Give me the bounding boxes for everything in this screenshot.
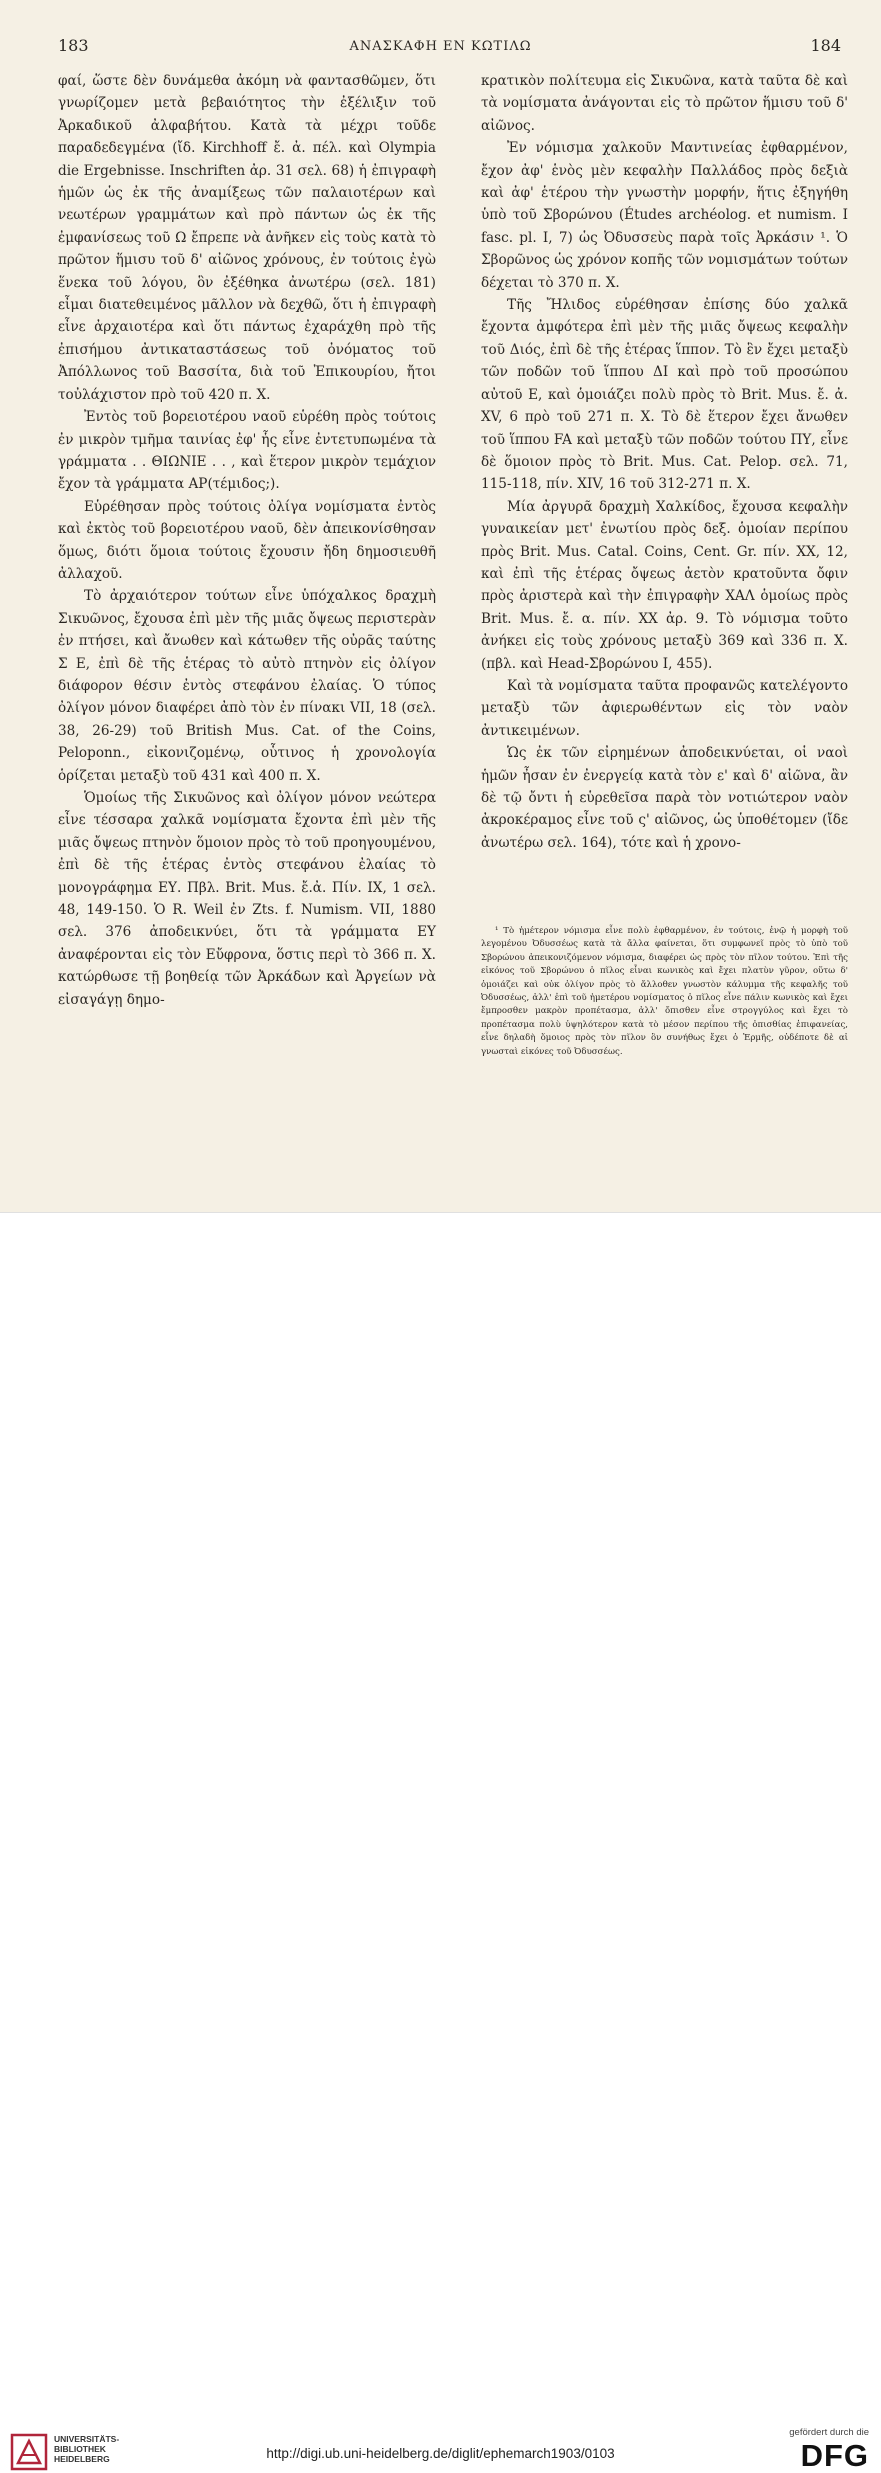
paragraph: Καὶ τὰ νομίσματα ταῦτα προφανῶς κατελέγοντο μεταξὺ τῶν ἀφιερωθέντων εἰς τὸν ναὸν ἀντικειμένων. — [481, 677, 848, 739]
library-line: UNIVERSITÄTS- — [54, 2434, 120, 2444]
viewer-footer — [0, 1212, 881, 2473]
paragraph: Ὡς ἐκ τῶν εἰρημένων ἀποδεικνύεται, οἱ ναοὶ ἡμῶν ἦσαν ἐν ἐνεργείᾳ κατὰ τὸν ε' καὶ δ' αἰῶνα, ἂν δὲ τῷ ὄντι ἡ εὑρεθεῖσα παρὰ τὸν νοτιώτερον ναὸν ἀκροκέραμος εἶνε τοῦ ς' αἰῶνος, ὡς ὑποθέτομεν (ἴδε ἀνωτέρω σελ. 164), τότε καὶ ἡ χρονο- — [481, 745, 848, 851]
page-number-right: 184 — [810, 36, 841, 55]
page-number-left: 183 — [58, 36, 89, 55]
paragraph: Τῆς Ἤλιδος εὑρέθησαν ἐπίσης δύο χαλκᾶ ἔχοντα ἀμφότερα ἐπὶ μὲν τῆς μιᾶς ὄψεως κεφαλὴν τοῦ Διός, ἐπὶ δὲ τῆς ἑτέρας ἵππον. Τὸ ἓν ἔχει μεταξὺ τῶν ποδῶν τοῦ ἵππου ΔΙ καὶ πρὸ τοῦ προσώπου αὐτοῦ Ε, καὶ ὁμοιάζει πολὺ πρὸς τὸ Brit. Mus. ἔ. ἀ. XV, 6 πρὸ τοῦ 271 π. Χ. Τὸ δὲ ἕτερον ἔχει ἄνωθεν τοῦ ἵππου FA καὶ μεταξὺ τῶν ποδῶν τούτου ΠΥ, εἶνε δὲ ὅμοιον πρὸς τὸ Brit. Mus. Cat. Pelop. σελ. 71, 115-118, πίν. XIV, 16 τοῦ 312-271 π. Χ. — [481, 297, 848, 493]
paragraph: Ὁμοίως τῆς Σικυῶνος καὶ ὀλίγον μόνον νεώτερα εἶνε τέσσαρα χαλκᾶ νομίσματα ἔχοντα ἐπὶ μὲν τῆς μιᾶς ὄψεως πτηνὸν ὅμοιον πρὸς τὸ τοῦ προηγουμένου, ἐπὶ δὲ τῆς ἑτέρας ἐντὸς στεφάνου ἐλαίας τὸ μονογράφημα ΕΥ. Πβλ. Brit. Mus. ἔ.ἀ. Πίν. IX, 1 σελ. 48, 149-150. Ὁ R. Weil ἐν Zts. f. Numism. VII, 1880 σελ. 376 ἀποδεικνύει, ὅτι τὰ γράμματα ΕΥ ἀναφέρονται εἰς τὸν Εὔφρονα, ὅστις περὶ τὸ 366 π. Χ. κατώρθωσε τῇ βοηθείᾳ τῶν Ἀρκάδων καὶ Ἀργείων νὰ εἰσαγάγῃ δημο- — [58, 790, 436, 1008]
library-line: BIBLIOTHEK — [54, 2444, 106, 2454]
footnote — [481, 925, 848, 1059]
running-title: ΑΝΑΣΚΑΦΗ ΕΝ ΚΩΤΙΛΩ — [349, 39, 532, 54]
paragraph: κρατικὸν πολίτευμα εἰς Σικυῶνα, κατὰ ταῦτα δὲ καὶ τὰ νομίσματα ἀνάγονται εἰς τὸ πρῶτον ἥμισυ τοῦ δ' αἰῶνος. — [481, 73, 848, 134]
funding-note: gefördert durch die — [789, 2427, 869, 2438]
scanned-page — [0, 0, 881, 1212]
dfg-logo: DFG — [800, 2438, 869, 2473]
paragraph: Τὸ ἀρχαιότερον τούτων εἶνε ὑπόχαλκος δραχμὴ Σικυῶνος, ἔχουσα ἐπὶ μὲν τῆς μιᾶς ὄψεως περιστερὰν ἐν πτήσει, καὶ ἄνωθεν καὶ κάτωθεν τῆς οὐρᾶς ταύτης Σ Ε, ἐπὶ δὲ τῆς ἑτέρας τὸ αὐτὸ πτηνὸν εἰς ὀλίγον διάφορον θέσιν ἐντὸς στεφάνου ἐλαίας. Ὁ τύπος ὀλίγον μόνον διαφέρει ἀπὸ τὸν ἐν πίνακι VII, 18 (σελ. 38, 26-29) τοῦ British Mus. Cat. of the Coins, Peloponn., εἰκονιζομένῳ, οὗτινος ἡ χρονολογία ὁρίζεται μεταξὺ τοῦ 431 καὶ 400 π. Χ. — [58, 588, 436, 784]
paragraph: Ἐν νόμισμα χαλκοῦν Μαντινείας ἐφθαρμένον, ἔχον ἀφ' ἑνὸς μὲν κεφαλὴν Παλλάδος πρὸς δεξιὰ καὶ ἀφ' ἑτέρου τὴν γνωστὴν μορφήν, ἥτις ἐξηγήθη ὑπὸ τοῦ Σβορώνου (Études archéolog. et numism. I fasc. pl. I, 7) ὡς Ὀδυσσεὺς παρὰ τοῖς Ἀρκάσιν ¹. Ὁ Σβορῶνος ὡς χρόνον κοπῆς τῶν νομισμάτων τούτων δέχεται τὸ 370 π. Χ. — [481, 140, 848, 291]
footnote-text: ¹ Τὸ ἡμέτερον νόμισμα εἶνε πολὺ ἐφθαρμένον, ἐν τούτοις, ἐνῷ ἡ μορφὴ τοῦ λεγομένου Ὀδυσσέως κατὰ τὰ ἄλλα φαίνεται, ὅτι συμφωνεῖ πρὸς τὸ ὑπὸ τοῦ Σβορώνου ἀπεικονιζόμενον νόμισμα, διαφέρει ὡς πρὸς τὸν πῖλον τούτου. Ἐπὶ τῆς εἰκόνος τοῦ Σβορώνου ὁ πῖλος εἶναι κωνικὸς καὶ ἔχει πλατὺν γῦρον, οὕτω δ' ὁμοιάζει καὶ οὐκ ὀλίγον πρὸς τὸ ἄλλοθεν γνωστὸν κάλυμμα τῆς κεφαλῆς τοῦ Ὀδυσσέως, ἀλλ' ἐπὶ τοῦ ἡμετέρου νομίσματος ὁ πῖλος εἶνε πάλιν κωνικὸς καὶ ἔχει ἔμπροσθεν μακρὸν προπέτασμα, ἀλλ' ὄπισθεν εἶνε στρογγύλος καὶ ἔχει τὸ προπέτασμα πολὺ ὑψηλότερον κατὰ τὸ μέσον περίπου τῆς ὀπισθίας ἐπιφανείας, εἶνε δηλαδὴ ὅμοιος πρὸς τὸν πῖλον ὃν συνήθως ἔχει ὁ Ἑρμῆς, οὐδέποτε δὲ αἱ γνωσταὶ εἰκόνες τοῦ Ὀδυσσέως. — [481, 926, 848, 1057]
paragraph: Εὑρέθησαν πρὸς τούτοις ὀλίγα νομίσματα ἐντὸς καὶ ἐκτὸς τοῦ βορειοτέρου ναοῦ, δὲν ἀπεικονίσθησαν ὅμως, διότι ὅμοια τούτοις ἔχουσιν ἤδη δημοσιευθῆ ἀλλαχοῦ. — [58, 498, 436, 582]
paragraph: Μία ἀργυρᾶ δραχμὴ Χαλκίδος, ἔχουσα κεφαλὴν γυναικείαν μετ' ἐνωτίου πρὸς δεξ. ὁμοίαν περίπου πρὸς Brit. Mus. Catal. Coins, Cent. Gr. πίν. XX, 12, καὶ ἐπὶ τῆς ἑτέρας ὄψεως ἀετὸν κρατοῦντα ὄφιν πρὸς ἀριστερὰ καὶ τὴν ἐπιγραφὴν ΧΑΛ ὁμοίως πρὸς Brit. Mus. ἔ. α. πίν. XX ἀρ. 9. Τὸ νόμισμα τοῦτο ἀνήκει εἰς τοὺς χρόνους μεταξὺ 369 καὶ 336 π. Χ. (πβλ. καὶ Head-Σβορώνου I, 455). — [481, 498, 848, 672]
permalink-url[interactable]: http://digi.ub.uni-heidelberg.de/diglit/ephemarch1903/0103 — [266, 2446, 615, 2461]
left-text-column — [58, 70, 436, 1011]
right-text-column — [481, 70, 848, 854]
paragraph: Ἐντὸς τοῦ βορειοτέρου ναοῦ εὑρέθη πρὸς τούτοις ἐν μικρὸν τμῆμα ταινίας ἐφ' ἧς εἶνε ἐντετυπωμένα τὰ γράμματα . . ΘΙΩΝΙΕ . . , καὶ ἕτερον μικρὸν τεμάχιον ἔχον τὰ γράμματα ΑΡ(τέμιδος;). — [58, 409, 436, 493]
library-line: HEIDELBERG — [54, 2454, 110, 2464]
paragraph: φαί, ὥστε δὲν δυνάμεθα ἀκόμη νὰ φαντασθῶμεν, ὅτι γνωρίζομεν μετὰ βεβαιότητος τὴν ἐξέλιξιν τοῦ Ἀρκαδικοῦ ἀλφαβήτου. Κατὰ τὰ μέχρι τοῦδε παραδεδεγμένα (ἴδ. Kirchhoff ἔ. ἀ. πέλ. καὶ Olympia die Ergebnisse. Inschriften ἀρ. 31 σελ. 68) ἡ ἐπιγραφὴ ἡμῶν ὡς ἐκ τῆς ἀναμίξεως τῶν παλαιοτέρων καὶ νεωτέρων γραμμάτων καὶ πρὸ πάντων ὡς ἐκ τῆς ἐμφανίσεως τοῦ Ω ἔπρεπε νὰ ἀνῆκεν εἰς τοὺς κατὰ τὸ πρῶτον ἥμισυ τοῦ δ' αἰῶνος χρόνους, ἐν τούτοις ἐγὼ ἕνεκα τοῦ λόγου, ὃν ἐξέθηκα ἀνωτέρω (σελ. 181) εἶμαι διατεθειμένος μᾶλλον νὰ δεχθῶ, ὅτι ἡ ἐπιγραφὴ εἶνε ἀρχαιοτέρα καὶ ὅτι πάντως ἐχαράχθη πρὸ τῆς ἐπισήμου ἀντικαταστάσεως τοῦ ὀνόματος τοῦ Ἀπόλλωνος τοῦ Βασσίτα, διὰ τοῦ Ἐπικουρίου, ἤτοι τοὐλάχιστον πρὸ τοῦ 420 π. Χ. — [58, 73, 436, 403]
